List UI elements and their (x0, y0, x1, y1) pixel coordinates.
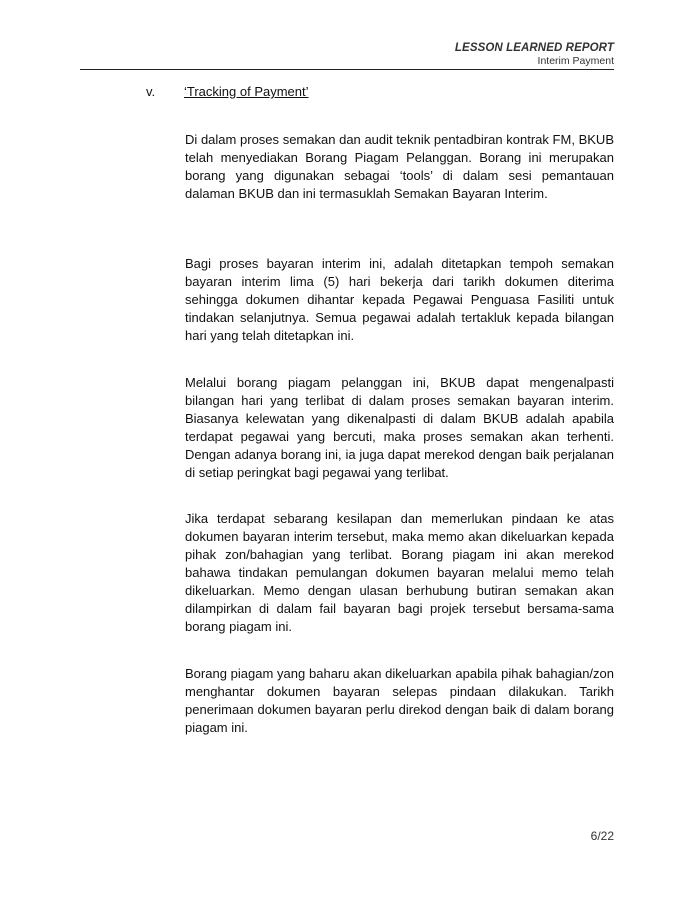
page-header (80, 41, 614, 68)
report-title: LESSON LEARNED REPORT (454, 42, 614, 54)
paragraph-borang-piagam: Di dalam proses semakan dan audit teknik pentadbiran kontrak FM, BKUB telah menyediakan Borang Piagam Pelanggan. Borang ini merupakan borang yang digunakan sebagai ‘tools’ di dalam sesi pemantauan dalaman BKUB dan ini termasuklah Semakan Bayaran Interim. (185, 132, 614, 201)
page-number: 6/22 (590, 829, 614, 843)
header-divider (80, 69, 614, 70)
section-number: v. (146, 84, 156, 99)
paragraph-borang-baharu: Borang piagam yang baharu akan dikeluarkan apabila pihak bahagian/zon menghantar dokumen bayaran selepas pindaan dilakukan. Tarikh penerimaan dokumen bayaran perlu direkod dengan baik di dalam borang piagam ini. (185, 666, 614, 735)
section-title: ‘Tracking of Payment’ (184, 84, 309, 99)
paragraph-pindaan-memo: Jika terdapat sebarang kesilapan dan memerlukan pindaan ke atas dokumen bayaran interim tersebut, maka memo akan dikeluarkan kepada pihak zon/bahagian yang terlibat. Borang piagam ini akan merekod bahawa tindakan pemulangan dokumen bayaran melalui memo telah dikeluarkan. Memo dengan ulasan berhubung butiran semakan akan dilampirkan di dalam fail bayaran bagi projek tersebut bersama-sama borang piagam ini. (185, 511, 614, 634)
paragraph-tempoh-semakan: Bagi proses bayaran interim ini, adalah ditetapkan tempoh semakan bayaran interim lima (5) hari bekerja dari tarikh dokumen diterima sehingga dokumen dihantar kepada Pegawai Penguasa Fasiliti untuk tindakan selanjutnya. Semua pegawai adalah tertakluk kepada bilangan hari yang telah ditetapkan ini. (185, 256, 614, 343)
report-subtitle: Interim Payment (537, 55, 614, 67)
paragraph-kelewatan: Melalui borang piagam pelanggan ini, BKUB dapat mengenalpasti bilangan hari yang terlibat di dalam proses semakan bayaran interim. Biasanya kelewatan yang dikenalpasti di dalam BKUB adalah apabila terdapat pegawai yang bercuti, maka proses semakan akan terhenti. Dengan adanya borang ini, ia juga dapat merekod dengan baik perjalanan di setiap peringkat bagi pegawai yang terlibat. (185, 375, 614, 480)
